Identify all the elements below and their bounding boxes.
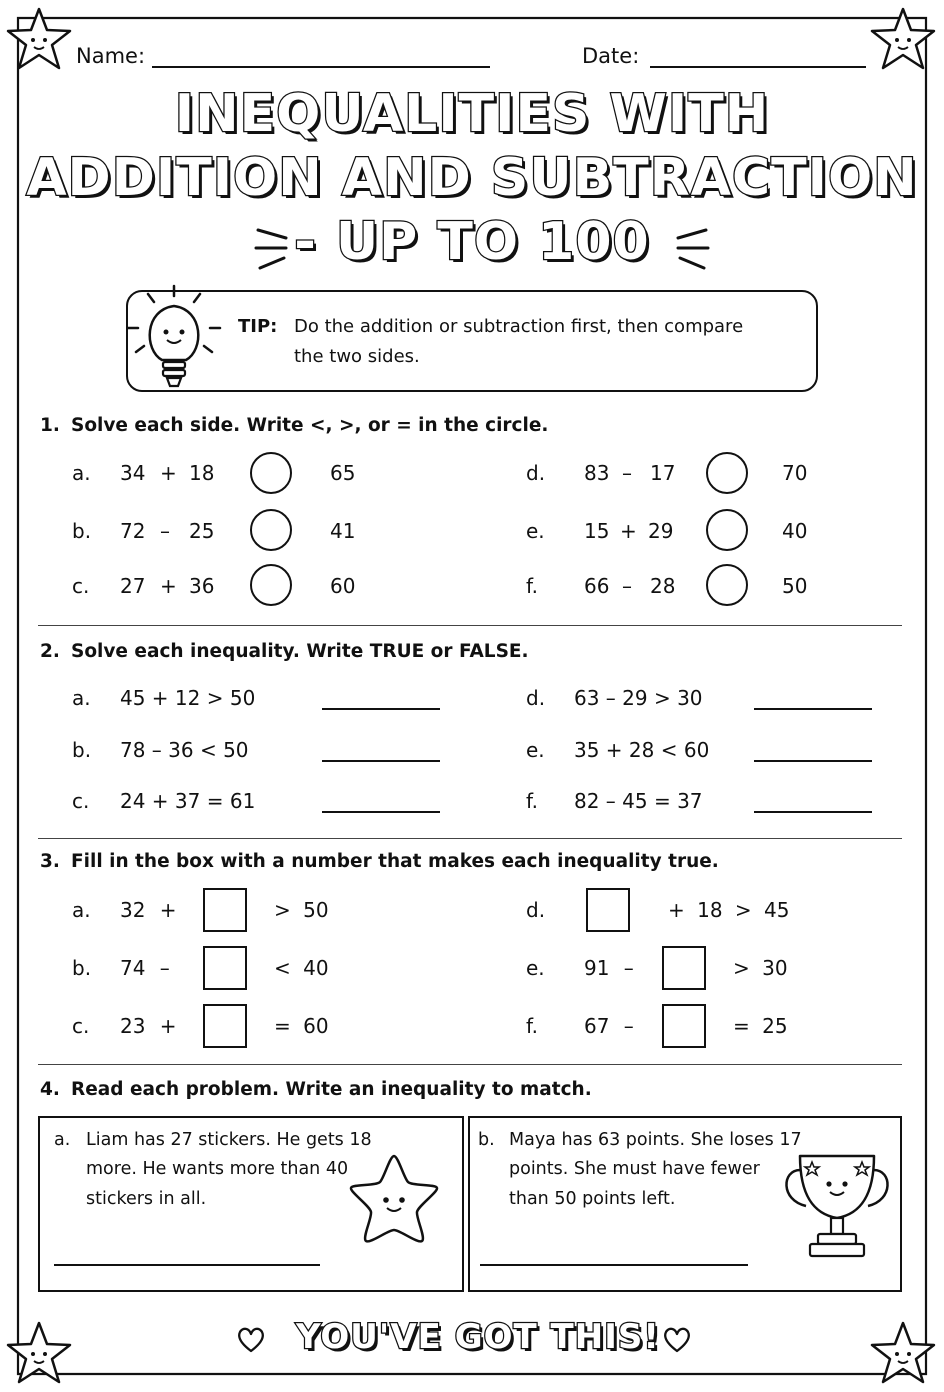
answer-line[interactable] xyxy=(754,760,872,762)
problem-text-line: stickers in all. xyxy=(86,1189,207,1209)
q3-number: 3. xyxy=(40,851,60,872)
operand: 72 xyxy=(120,519,146,543)
inequality-expression: 45 + 12 > 50 xyxy=(120,686,256,710)
rhs-value: 65 xyxy=(330,461,356,485)
answer-box[interactable] xyxy=(203,1004,247,1048)
operand: 36 xyxy=(189,574,215,598)
tip-text-line2: the two sides. xyxy=(294,346,420,367)
inequality-expression: 82 – 45 = 37 xyxy=(574,789,703,813)
problem-letter: a. xyxy=(54,1130,71,1150)
rhs-value: 50 xyxy=(782,574,808,598)
operand: 83 xyxy=(584,461,610,485)
star-icon xyxy=(868,4,938,74)
inequality-expression: 24 + 37 = 61 xyxy=(120,789,256,813)
answer-line[interactable] xyxy=(480,1264,748,1266)
section-divider xyxy=(38,1064,902,1065)
rhs-value: 41 xyxy=(330,519,356,543)
date-field[interactable] xyxy=(650,66,866,68)
problem-text-line: points. She must have fewer xyxy=(509,1159,760,1179)
problem-text-line: Maya has 63 points. She loses 17 xyxy=(509,1130,802,1150)
q2-title: Solve each inequality. Write TRUE or FALSE. xyxy=(71,641,529,662)
tip-text-line1: Do the addition or subtraction first, then compare xyxy=(294,316,744,337)
date-label: Date: xyxy=(582,44,640,68)
heart-icon xyxy=(662,1326,692,1354)
item-letter: a. xyxy=(72,686,91,710)
star-icon xyxy=(4,1318,74,1388)
operand: 27 xyxy=(120,574,146,598)
operand: 18 xyxy=(189,461,215,485)
compare-circle[interactable] xyxy=(250,452,292,494)
rhs-value: 60 xyxy=(330,574,356,598)
answer-line[interactable] xyxy=(754,708,872,710)
section-divider xyxy=(38,625,902,626)
compare-circle[interactable] xyxy=(706,452,748,494)
operator: – xyxy=(160,519,170,543)
inequality-expression: 35 + 28 < 60 xyxy=(574,738,710,762)
page-title-line3: - UP TO 100 xyxy=(294,212,650,272)
item-letter: f. xyxy=(526,789,538,813)
item-letter: c. xyxy=(72,1014,90,1038)
expression-left: 23 + xyxy=(120,1014,177,1038)
q3-title: Fill in the box with a number that makes each inequality true. xyxy=(71,851,719,872)
q1-title: Solve each side. Write <, >, or = in the circle. xyxy=(71,415,549,436)
compare-circle[interactable] xyxy=(250,564,292,606)
footer-message: YOU'VE GOT THIS! xyxy=(296,1317,660,1357)
problem-text-line: more. He wants more than 40 xyxy=(86,1159,349,1179)
operand: 15 xyxy=(584,519,610,543)
expression-right: > 30 xyxy=(733,956,788,980)
expression-right: > 50 xyxy=(274,898,329,922)
item-letter: c. xyxy=(72,574,90,598)
item-letter: b. xyxy=(72,956,92,980)
item-letter: b. xyxy=(72,519,92,543)
answer-box[interactable] xyxy=(662,946,706,990)
operand: 34 xyxy=(120,461,146,485)
operand: 25 xyxy=(189,519,215,543)
expression-right: < 40 xyxy=(274,956,329,980)
compare-circle[interactable] xyxy=(706,564,748,606)
expression-right: + 18 > 45 xyxy=(668,898,790,922)
operator: + xyxy=(620,519,637,543)
q4-title: Read each problem. Write an inequality to match. xyxy=(71,1079,592,1100)
answer-line[interactable] xyxy=(322,708,440,710)
operand: 29 xyxy=(648,519,674,543)
q2-number: 2. xyxy=(40,641,60,662)
answer-line[interactable] xyxy=(322,811,440,813)
item-letter: d. xyxy=(526,461,546,485)
q4-number: 4. xyxy=(40,1079,60,1100)
page-title-line2: ADDITION AND SUBTRACTION xyxy=(26,148,918,208)
expression-left: 67 – xyxy=(584,1014,634,1038)
item-letter: c. xyxy=(72,789,90,813)
operand: 17 xyxy=(650,461,676,485)
item-letter: d. xyxy=(526,898,546,922)
page-title-line1: INEQUALITIES WITH xyxy=(174,84,770,144)
operand: 66 xyxy=(584,574,610,598)
section-divider xyxy=(38,838,902,839)
inequality-expression: 78 – 36 < 50 xyxy=(120,738,249,762)
answer-line[interactable] xyxy=(54,1264,320,1266)
star-icon xyxy=(868,1318,938,1388)
operator: + xyxy=(160,461,177,485)
operand: 28 xyxy=(650,574,676,598)
q1-number: 1. xyxy=(40,415,60,436)
expression-right: = 60 xyxy=(274,1014,329,1038)
expression-left: 74 – xyxy=(120,956,170,980)
item-letter: d. xyxy=(526,686,546,710)
problem-letter: b. xyxy=(478,1130,495,1150)
item-letter: e. xyxy=(526,738,545,762)
operator: + xyxy=(160,574,177,598)
tip-label: TIP: xyxy=(238,316,278,337)
compare-circle[interactable] xyxy=(706,509,748,551)
heart-icon xyxy=(236,1326,266,1354)
sparkle-lines-left xyxy=(250,222,300,272)
problem-text-line: Liam has 27 stickers. He gets 18 xyxy=(86,1130,372,1150)
expression-right: = 25 xyxy=(733,1014,788,1038)
answer-box[interactable] xyxy=(662,1004,706,1048)
item-letter: b. xyxy=(72,738,92,762)
expression-left: 91 – xyxy=(584,956,634,980)
expression-left: 32 + xyxy=(120,898,177,922)
operator: – xyxy=(622,461,632,485)
trophy-icon xyxy=(776,1150,898,1264)
item-letter: a. xyxy=(72,461,91,485)
answer-box[interactable] xyxy=(586,888,630,932)
item-letter: f. xyxy=(526,574,538,598)
name-field[interactable] xyxy=(152,66,490,68)
item-letter: a. xyxy=(72,898,91,922)
star-icon xyxy=(346,1150,442,1246)
inequality-expression: 63 – 29 > 30 xyxy=(574,686,703,710)
answer-box[interactable] xyxy=(203,888,247,932)
item-letter: f. xyxy=(526,1014,538,1038)
star-icon xyxy=(4,4,74,74)
name-label: Name: xyxy=(76,44,146,68)
answer-box[interactable] xyxy=(203,946,247,990)
lightbulb-icon xyxy=(122,282,226,394)
item-letter: e. xyxy=(526,519,545,543)
item-letter: e. xyxy=(526,956,545,980)
operator: – xyxy=(622,574,632,598)
problem-text-line: than 50 points left. xyxy=(509,1189,676,1209)
answer-line[interactable] xyxy=(322,760,440,762)
rhs-value: 70 xyxy=(782,461,808,485)
compare-circle[interactable] xyxy=(250,509,292,551)
rhs-value: 40 xyxy=(782,519,808,543)
sparkle-lines-right xyxy=(664,222,714,272)
answer-line[interactable] xyxy=(754,811,872,813)
